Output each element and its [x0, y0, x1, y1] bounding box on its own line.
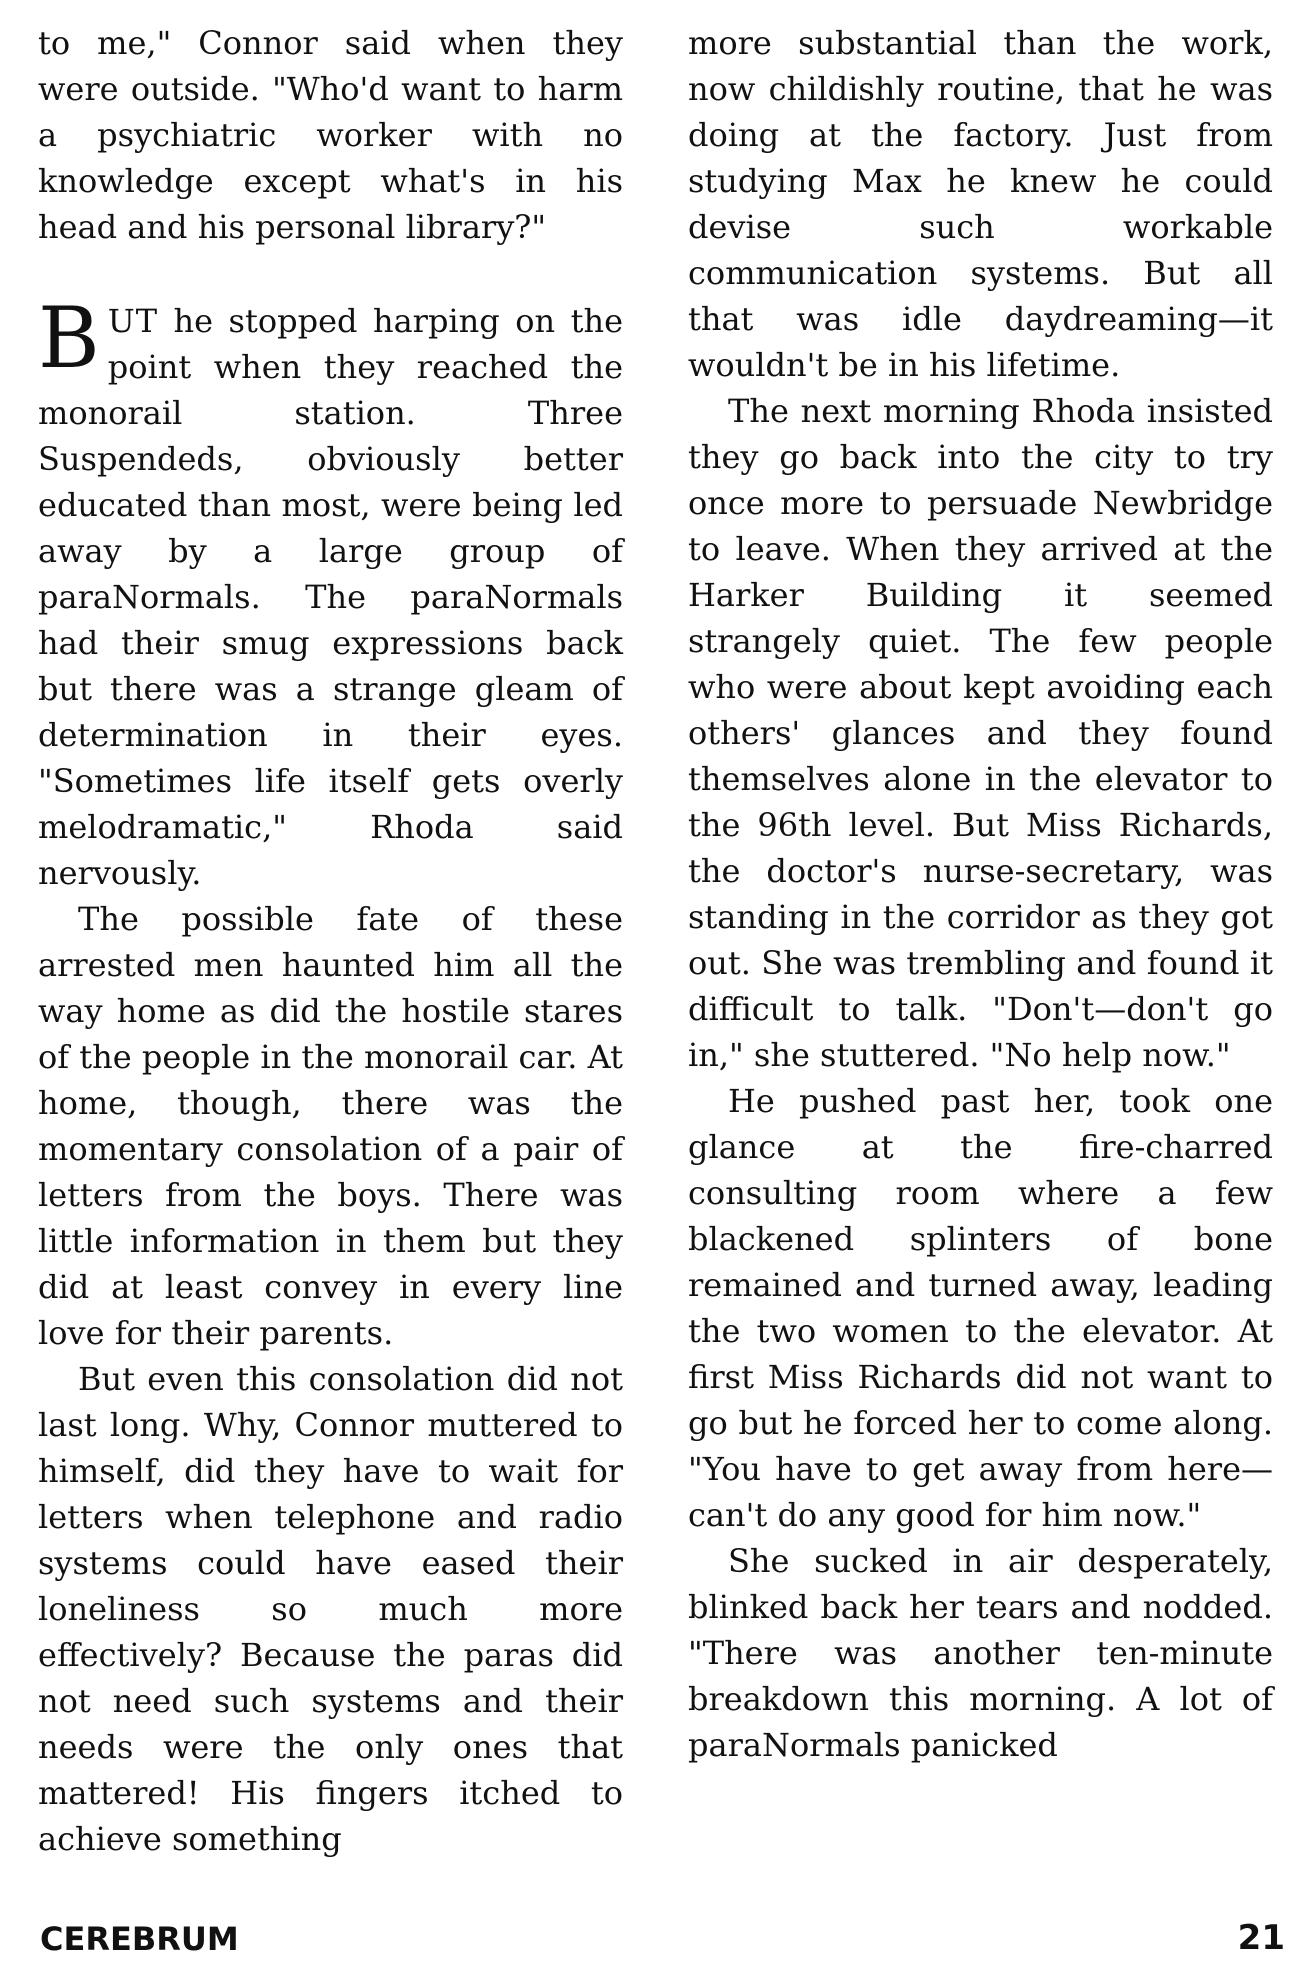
paragraph: The next morning Rhoda insisted they go back into the city to try once more to persuade Newbridge to leave. When they arrived at the Harker Building it seemed strangely quiet. The few people who were about kept avoiding each others' glances and they found themselves alone in the elevator to the 96th level. But Miss Richards, the doctor's nurse-secretary, was standing in the corridor as they got out. She was trembling and found it difficult to talk. "Don't—don't go in," she stuttered. "No help now.": [688, 392, 1273, 1074]
paragraph: She sucked in air desperately, blinked back her tears and nodded. "There was another ten-minute breakdown this morning. A lot of paraNormals panicked: [688, 1542, 1273, 1764]
drop-cap-letter: B: [38, 289, 100, 387]
paragraph: He pushed past her, took one glance at the fire-charred consulting room where a few blackened splinters of bone remained and turned away, leading the two women to the elevator. At first Miss Richards did not want to go but he forced her to come along. "You have to get away from here—can't do any good for him now.": [688, 1082, 1273, 1534]
paragraph-continued: to me," Connor said when they were outside. "Who'd want to harm a psychiatric worker with no knowledge except what's in his head and his personal library?": [38, 24, 623, 246]
paragraph-dropcap: [38, 289, 623, 896]
paragraph: But even this consolation did not last long. Why, Connor muttered to himself, did they have to wait for letters when telephone and radio systems could have eased their loneliness so much more effectively? Because the paras did not need such systems and their needs were the only ones that mattered! His fingers itched to achieve something: [38, 1360, 623, 1858]
paragraph-text: he stopped harping on the point when they reached the monorail station. Three Suspendeds, obviously better educated than most, were being led away by a large group of paraNormals. The paraNormals had their smug expressions back but there was a strange gleam of determination in their eyes. "Sometimes life itself gets overly melodramatic," Rhoda said nervously.: [38, 302, 623, 892]
page-number: 21: [1237, 1918, 1285, 1958]
magazine-title: CEREBRUM: [40, 1920, 239, 1958]
left-column: [38, 20, 623, 1862]
right-column: [688, 20, 1273, 1768]
paragraph-continued: more substantial than the work, now childishly routine, that he was doing at the factory. Just from studying Max he knew he could devise such workable communication systems. But all that was idle daydreaming—it wouldn't be in his lifetime.: [688, 24, 1273, 384]
small-caps-lead: UT: [107, 302, 159, 340]
paragraph: The possible fate of these arrested men haunted him all the way home as did the hostile stares of the people in the monorail car. At home, though, there was the momentary consolation of a pair of letters from the boys. There was little information in them but they did at least convey in every line love for their parents.: [38, 900, 623, 1352]
